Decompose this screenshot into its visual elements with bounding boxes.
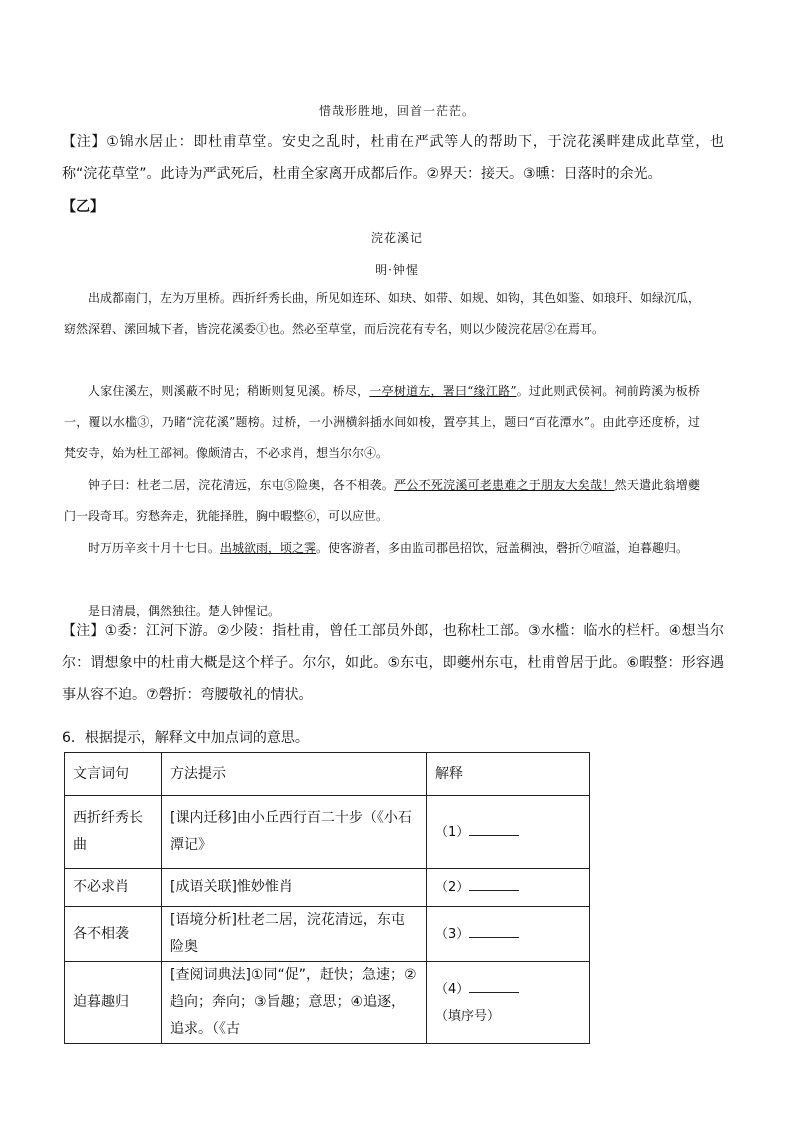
p2-text-b: 。过此则武侯祠。祠前跨溪为板桥一，覆以水槛③，乃睹“浣花溪”题榜。过桥，一小洲横斜插水间如梭，置亭其上，题曰“百花潭水”。由此亭还度桥，过梵安寺，始为杜工部祠。像颇清古，不必求肖，想当尔尔④。 (64, 384, 700, 460)
header-phrase: 文言词句 (65, 753, 162, 796)
row-answer[interactable] (427, 907, 590, 962)
row-phrase: 不必求肖 (65, 869, 162, 907)
p2-underlined: 一亭树道左，署曰“缘江路” (369, 384, 517, 398)
row-hint: [课内迁移]由小丘西行百二十步（《小石潭记》 (162, 796, 427, 869)
answer-number: （1） (435, 824, 470, 840)
essay-paragraph-5: 是日清晨，偶然独往。楚人钟惺记。 (88, 604, 281, 618)
p4-underlined: 出城欲雨，顷之霁 (220, 541, 317, 555)
row-phrase: 西折纤秀长曲 (65, 796, 162, 869)
row-hint: [语境分析]杜老二居，浣花清远，东屯险奥 (162, 907, 427, 962)
row-answer[interactable] (427, 869, 590, 907)
p3-text-b: 然天遣此翁增夔门一段奇耳。穷愁奔走，犹能择胜，胸中暇整⑥，可以应世。 (64, 478, 700, 523)
table-row (65, 962, 590, 1044)
row-hint: [成语关联]惟妙惟肖 (162, 869, 427, 907)
row-answer[interactable] (427, 962, 590, 1044)
note-b: 【注】①委：江河下游。②少陵：指杜甫，曾任工部员外郎，也称杜工部。③水槛：临水的栏杆。④想当尔尔：谓想象中的杜甫大概是这个样子。尔尔，如此。⑤东屯，即夔州东屯，杜甫曾居于此。⑥暇整：形容遇事从容不迫。⑦磬折：弯腰敬礼的情状。 (62, 623, 724, 703)
p3-text-a: 钟子曰：杜老二居，浣花清远，东屯⑤险奥，各不相袭。 (88, 478, 395, 492)
row-phrase: 各不相袭 (65, 907, 162, 962)
essay-title: 浣花溪记 (370, 231, 423, 245)
table-row (65, 869, 590, 907)
answer-number: （4） (435, 981, 470, 997)
answer-blank[interactable] (469, 980, 519, 993)
essay-author: 明·钟惺 (375, 263, 419, 277)
table-header-row (65, 753, 590, 796)
header-answer: 解释 (427, 753, 590, 796)
section-label-yi: 【乙】 (62, 199, 104, 215)
essay-paragraph-3 (64, 470, 700, 532)
row-answer[interactable] (427, 796, 590, 869)
table-row (65, 907, 590, 962)
p2-text-a: 人家住溪左，则溪蔽不时见；稍断则复见溪。桥尽， (88, 384, 370, 398)
essay-paragraph-1: 出成都南门，左为万里桥。西折纤秀长曲，所见如连环、如玦、如带、如规、如钩，其色如鉴、如琅玕、如绿沉瓜，窈然深碧、潆回城下者，皆浣花溪委①也。然必至草堂，而后浣花有专名，则以少陵浣花居②在焉耳。 (64, 291, 701, 336)
answer-suffix: （填序号） (435, 1008, 501, 1024)
answer-number: （2） (435, 880, 470, 895)
question-6: 6．根据提示，解释文中加点词的意思。 (62, 730, 309, 746)
p4-text-a: 时万历辛亥十月十七日。 (88, 541, 221, 555)
answer-table (64, 752, 590, 1044)
answer-blank[interactable] (469, 925, 519, 938)
poem-last-line: 惜哉形胜地，回首一茫茫。 (318, 104, 475, 118)
answer-blank[interactable] (469, 823, 519, 836)
header-hint: 方法提示 (162, 753, 427, 796)
row-hint: [查阅词典法]①同“促”，赶快；急速；②趋向；奔向；③旨趣；意思；④追逐，追求。（《古 (162, 962, 427, 1044)
essay-paragraph-2 (64, 376, 700, 469)
answer-number: （3） (435, 926, 470, 942)
essay-paragraph-4 (64, 533, 700, 564)
answer-blank[interactable] (469, 878, 519, 891)
table-row (65, 796, 590, 869)
row-phrase: 迫暮趣归 (65, 962, 162, 1044)
note-a: 【注】①锦水居止：即杜甫草堂。安史之乱时，杜甫在严武等人的帮助下，于浣花溪畔建成此草堂，也称“浣花草堂”。此诗为严武死后，杜甫全家离开成都后作。②界天：接天。③曛：日落时的余光。 (62, 134, 724, 182)
p4-text-b: 。使客游者，多由监司郡邑招饮，冠盖稠浊，磬折⑦喧溢，迫暮趣归。 (316, 541, 689, 555)
p3-underlined: 严公不死浣溪可老患难之于朋友大矣哉！ (394, 478, 615, 492)
